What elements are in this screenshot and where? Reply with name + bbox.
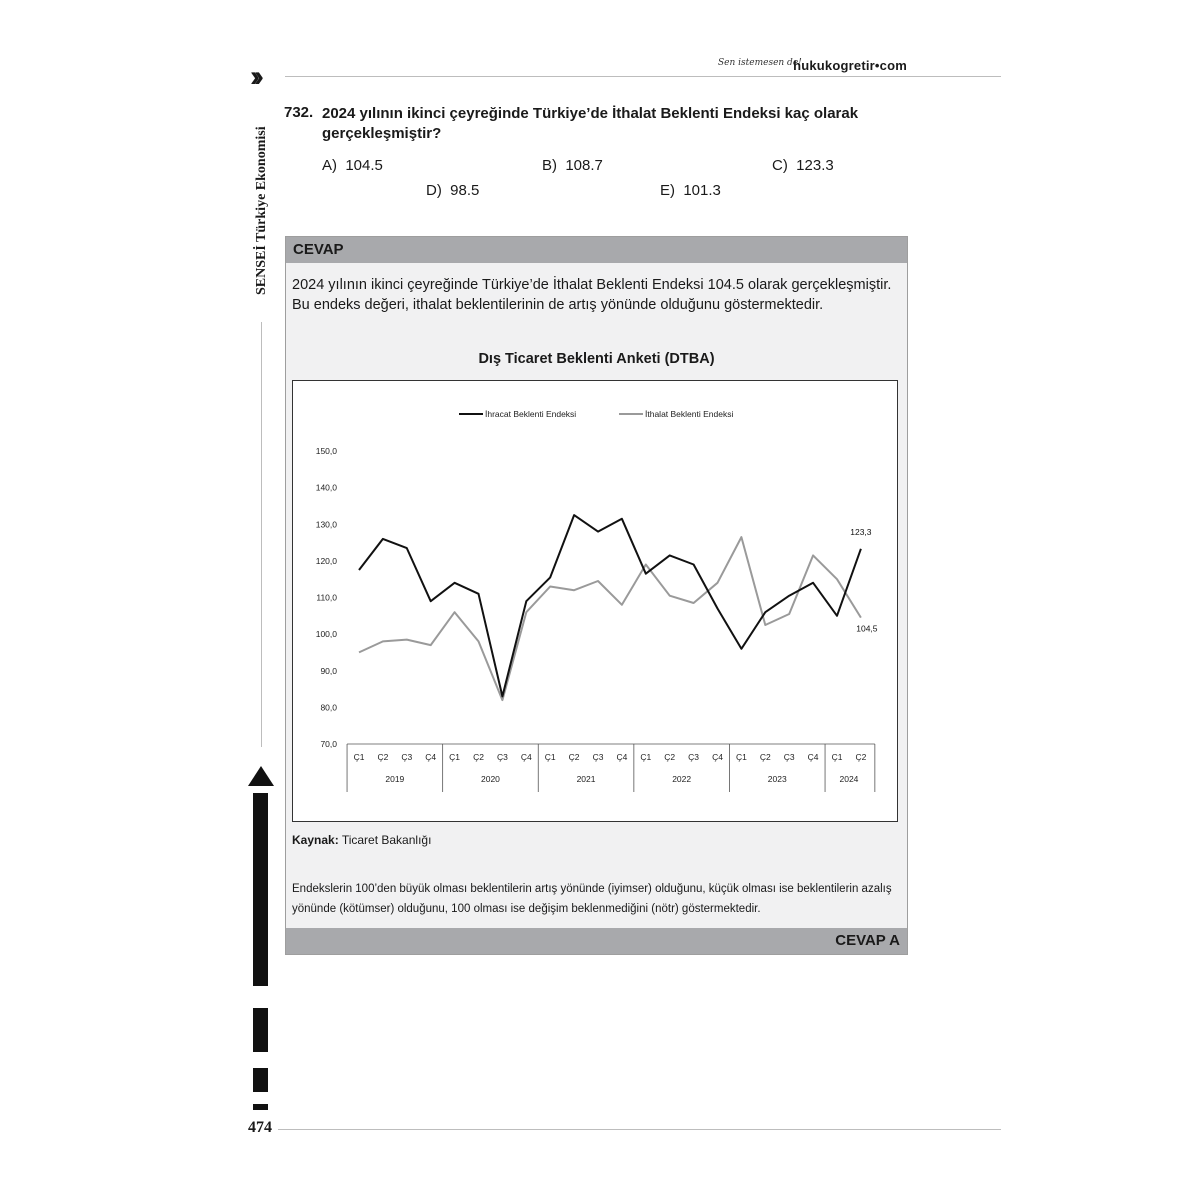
side-bar-segment bbox=[253, 793, 268, 986]
option-label: E) bbox=[660, 182, 675, 199]
series-line-ihracat bbox=[359, 515, 861, 696]
question-text: 2024 yılının ikinci çeyreğinde Türkiye’de İthalat Beklenti Endeksi kaç olarak gerçekleşmiştir? bbox=[322, 105, 859, 142]
y-tick-label: 120,0 bbox=[315, 555, 337, 566]
x-tick-quarter: Ç4 bbox=[520, 752, 532, 762]
x-tick-year: 2020 bbox=[480, 774, 500, 784]
option-label: C) bbox=[772, 157, 788, 174]
answer-text: 2024 yılının ikinci çeyreğinde Türkiye’de İthalat Beklenti Endeksi 104.5 olarak gerçekleşmiştir. Bu endeks değeri, ithalat beklentilerinin de artış yönünde olduğunu göstermektedir. bbox=[292, 277, 892, 313]
dtba-line-chart bbox=[293, 381, 897, 821]
y-tick-label: 100,0 bbox=[315, 629, 337, 640]
data-label-ihracat: 123,3 bbox=[850, 526, 872, 537]
x-tick-quarter: Ç3 bbox=[783, 752, 795, 762]
chart-frame bbox=[292, 380, 898, 822]
side-bar-segment bbox=[253, 1008, 268, 1052]
double-chevron-icon: ›› bbox=[250, 60, 258, 93]
source-label: Kaynak: bbox=[292, 833, 339, 847]
option-value: 98.5 bbox=[450, 182, 480, 199]
source-line bbox=[292, 833, 431, 847]
series-line-ithalat bbox=[359, 537, 861, 700]
x-tick-quarter: Ç2 bbox=[855, 752, 867, 762]
option-label: D) bbox=[426, 182, 442, 199]
x-tick-quarter: Ç1 bbox=[735, 752, 747, 762]
x-tick-quarter: Ç4 bbox=[712, 752, 723, 762]
y-tick-label: 80,0 bbox=[320, 702, 337, 713]
answer-heading: CEVAP bbox=[293, 241, 344, 258]
x-tick-quarter: Ç3 bbox=[688, 752, 700, 762]
option-label: B) bbox=[542, 157, 557, 174]
y-tick-label: 70,0 bbox=[320, 739, 337, 749]
legend-label: İhracat Beklenti Endeksi bbox=[485, 409, 577, 419]
answer-footer bbox=[286, 928, 907, 954]
chart-title: Dış Ticaret Beklenti Anketi (DTBA) bbox=[478, 351, 715, 367]
x-tick-year: 2023 bbox=[767, 774, 787, 784]
x-tick-quarter: Ç1 bbox=[353, 752, 365, 762]
explanatory-note: Endekslerin 100’den büyük olması beklentilerin artış yönünde (iyimser) olduğunu, küçük olması ise beklentilerin azalış yönünde (kötümser) olduğunu, 100 olması ise değişim beklenmediğini (nötr) göstermektedir. bbox=[292, 883, 892, 915]
x-tick-quarter: Ç2 bbox=[473, 752, 484, 762]
x-tick-quarter: Ç2 bbox=[568, 752, 580, 762]
side-bar-segment bbox=[253, 1104, 268, 1110]
book-title: SENSEİ Türkiye Ekonomisi bbox=[254, 126, 269, 295]
option-value: 123.3 bbox=[796, 157, 834, 174]
x-tick-year: 2022 bbox=[672, 774, 692, 784]
x-tick-quarter: Ç4 bbox=[616, 752, 628, 762]
option-a[interactable] bbox=[322, 157, 383, 174]
option-label: A) bbox=[322, 157, 337, 174]
x-tick-quarter: Ç2 bbox=[664, 752, 676, 762]
y-tick-label: 110,0 bbox=[316, 592, 337, 603]
answer-result: CEVAP A bbox=[835, 932, 900, 949]
x-tick-year: 2024 bbox=[839, 774, 859, 784]
source-value: Ticaret Bakanlığı bbox=[341, 833, 432, 847]
x-tick-year: 2019 bbox=[385, 774, 405, 784]
y-tick-label: 140,0 bbox=[315, 482, 337, 493]
header-slogan: Sen istemesen de! bbox=[718, 58, 802, 68]
option-c[interactable] bbox=[772, 157, 834, 174]
option-value: 104.5 bbox=[345, 157, 383, 174]
side-rule bbox=[261, 322, 262, 747]
x-tick-year: 2021 bbox=[576, 774, 596, 784]
footer-rule bbox=[278, 1129, 1001, 1130]
x-tick-quarter: Ç4 bbox=[425, 752, 437, 762]
option-value: 101.3 bbox=[683, 182, 721, 199]
option-b[interactable] bbox=[542, 157, 603, 174]
option-e[interactable] bbox=[660, 182, 721, 199]
header-rule bbox=[285, 76, 1001, 77]
legend-label: İthalat Beklenti Endeksi bbox=[645, 409, 734, 419]
up-arrow-icon bbox=[248, 766, 274, 786]
header-brand: hukukogretir•com bbox=[793, 58, 907, 73]
side-bar-segment bbox=[253, 1068, 268, 1092]
option-d[interactable] bbox=[426, 182, 479, 199]
y-tick-label: 150,0 bbox=[315, 446, 337, 456]
x-tick-quarter: Ç2 bbox=[377, 752, 389, 762]
x-tick-quarter: Ç3 bbox=[401, 752, 413, 762]
y-tick-label: 130,0 bbox=[315, 519, 337, 530]
x-tick-quarter: Ç1 bbox=[831, 752, 843, 762]
page-number: 474 bbox=[248, 1119, 272, 1136]
answer-header bbox=[286, 237, 907, 263]
y-tick-label: 90,0 bbox=[320, 665, 337, 676]
x-tick-quarter: Ç3 bbox=[496, 752, 508, 762]
x-tick-quarter: Ç4 bbox=[807, 752, 819, 762]
x-tick-quarter: Ç3 bbox=[592, 752, 604, 762]
data-label-ithalat: 104,5 bbox=[856, 623, 878, 634]
x-tick-quarter: Ç1 bbox=[544, 752, 556, 762]
x-tick-quarter: Ç2 bbox=[759, 752, 771, 762]
x-tick-quarter: Ç1 bbox=[640, 752, 652, 762]
x-tick-quarter: Ç1 bbox=[449, 752, 461, 762]
question-number: 732. bbox=[284, 104, 314, 121]
answer-box bbox=[285, 236, 908, 955]
option-value: 108.7 bbox=[565, 157, 603, 174]
